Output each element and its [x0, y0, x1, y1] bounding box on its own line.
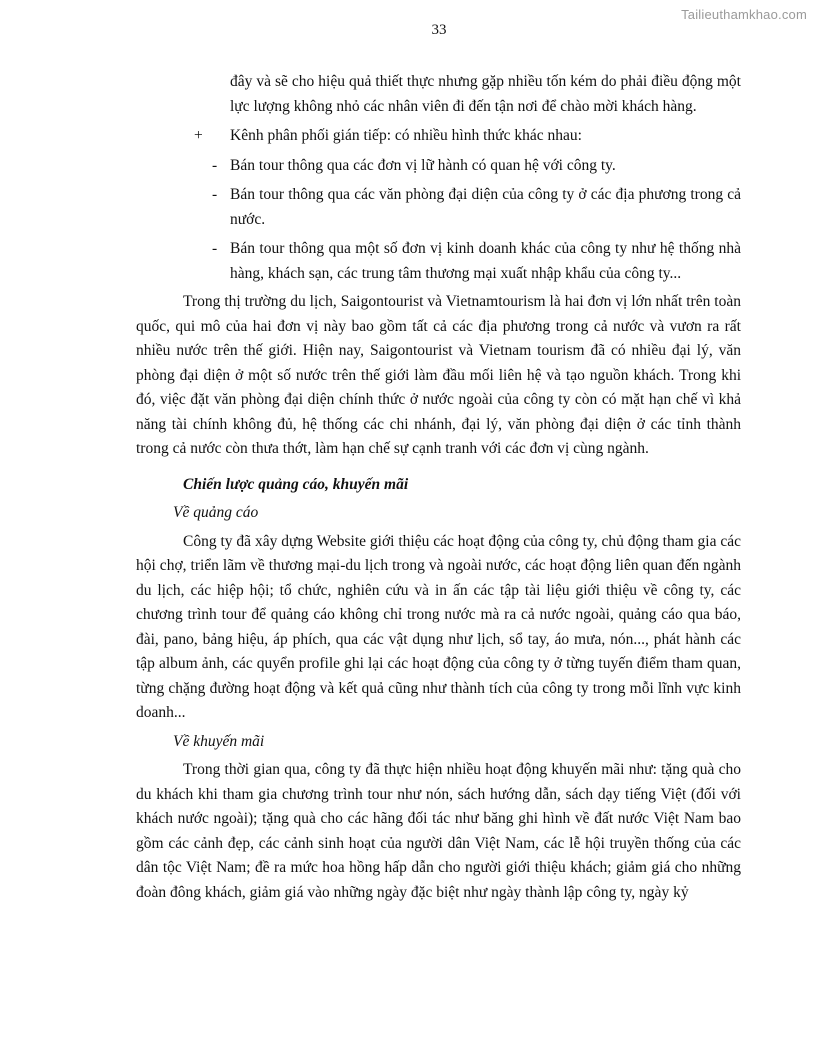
- advertising-heading: Về quảng cáo: [173, 504, 259, 521]
- dash-bullet: -: [212, 240, 218, 257]
- list-item-text: Bán tour thông qua một số đơn vị kinh doanh khác của công ty như hệ thống nhà hàng, khách sạn, các trung tâm thương mại xuất nhập khẩu của công ty...: [230, 240, 741, 282]
- dash-bullet: -: [212, 156, 218, 174]
- page-number: 33: [431, 22, 447, 38]
- page-content: [136, 70, 741, 905]
- list-item-text: Bán tour thông qua các đơn vị lữ hành có quan hệ với công ty.: [230, 156, 616, 174]
- list-item: [136, 183, 741, 232]
- promotion-heading: Về khuyến mãi: [173, 732, 265, 750]
- plus-bullet: +: [194, 127, 203, 144]
- section-title: Chiến lược quảng cáo, khuyến mãi: [183, 475, 409, 493]
- indirect-channel-text: Kênh phân phối gián tiếp: có nhiều hình thức khác nhau:: [230, 127, 582, 144]
- watermark: Tailieuthamkhao.com: [681, 7, 807, 22]
- dash-bullet: -: [212, 186, 218, 203]
- list-item-text: Bán tour thông qua các văn phòng đại diện của công ty ở các địa phương trong cả nước.: [230, 186, 741, 228]
- list-item: [136, 237, 741, 286]
- indirect-channel-item: [136, 124, 741, 149]
- continuation-paragraph: đây và sẽ cho hiệu quả thiết thực nhưng gặp nhiều tốn kém do phải điều động một lực lượng không nhỏ các nhân viên đi đến tận nơi để chào mời khách hàng.: [230, 73, 741, 115]
- advertising-paragraph: Công ty đã xây dựng Website giới thiệu các hoạt động của công ty, chủ động tham gia các hội chợ, triển lãm về thương mại-du lịch trong và ngoài nước, các hoạt động liên quan đến ngành du lịch, các hiệp hội; tổ chức, nghiên cứu và in ấn các tập tài liệu giới thiệu về công ty, các chương trình tour để quảng cáo không chỉ trong nước mà ra cả nước ngoài, quảng cáo qua báo, đài, pano, bảng hiệu, áp phích, qua các vật dụng như lịch, sổ tay, áo mưa, nón..., phát hành các tập album ảnh, các quyển profile ghi lại các hoạt động của công ty ở từng tuyến điểm tham quan, từng chặng đường hoạt động và kết quả cũng như thành tích của công ty trong mỗi lĩnh vực kinh doanh...: [136, 532, 741, 721]
- market-paragraph: Trong thị trường du lịch, Saigontourist và Vietnamtourism là hai đơn vị lớn nhất trên toàn quốc, qui mô của hai đơn vị này bao gồm tất cả các địa phương trong cả nước và vươn ra rất nhiều nước trên thế giới. Hiện nay, Saigontourist và Vietnam tourism đã có nhiều đại lý, văn phòng đại diện ở một số nước trên thế giới làm đầu mối liên hệ và tạo nguồn khách. Trong khi đó, việc đặt văn phòng đại diện chính thức ở nước ngoài của công ty còn có mặt hạn chế vì khả năng tài chính không đủ, hệ thống các chi nhánh, đại lý, văn phòng đại diện ở các tỉnh thành trong cả nước còn thưa thớt, làm hạn chế sự cạnh tranh với các đơn vị cùng ngành.: [136, 293, 741, 457]
- list-item: [136, 154, 741, 179]
- promotion-paragraph: Trong thời gian qua, công ty đã thực hiện nhiều hoạt động khuyến mãi như: tặng quà cho du khách khi tham gia chương trình tour như nón, sách hướng dẫn, sách dạy tiếng Việt (đối với khách nước ngoài); tặng quà cho các hãng đối tác như băng ghi hình về đất nước Việt Nam bao gồm các cảnh đẹp, các cảnh sinh hoạt của người dân Việt Nam, các lễ hội truyền thống của các dân tộc Việt Nam; đề ra mức hoa hồng hấp dẫn cho người giới thiệu khách; giảm giá cho những đoàn đông khách, giảm giá vào những ngày đặc biệt như ngày thành lập công ty, ngày kỷ: [136, 761, 741, 901]
